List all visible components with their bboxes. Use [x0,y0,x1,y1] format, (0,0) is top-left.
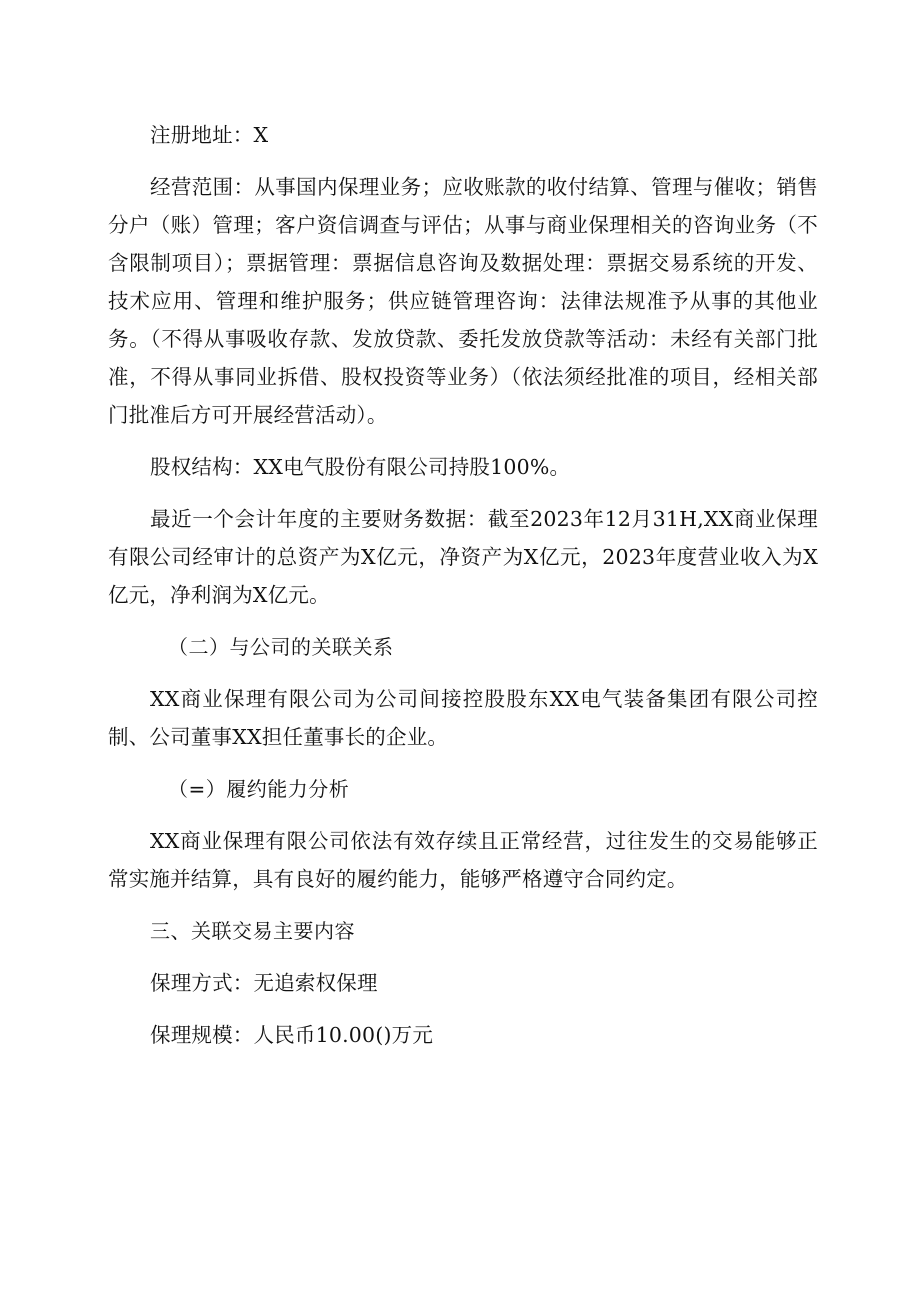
equity-structure: 股权结构：XX电气股份有限公司持股100%。 [150,455,571,479]
business-scope: 经营范围：从事国内保理业务；应收账款的收付结算、管理与催收；销售分户（账）管理；客户资信调查与评估；从事与商业保理相关的咨询业务（不含限制项目）；票据管理：票据信息咨询及数据处理：票据交易系统的开发、技术应用、管理和维护服务；供应链管理咨询：法律法规准予从事的其他业务。（不得从事吸收存款、发放贷款、委托发放贷款等活动：未经有关部门批准，不得从事同业拆借、股权投资等业务）（依法须经批准的项目，经相关部门批准后方可开展经营活动）。 [108,175,818,427]
relation-paragraph: XX商业保理有限公司为公司间接控股股东XX电气装备集团有限公司控制、公司董事XX担任董事长的企业。 [108,687,818,749]
section-relation-heading: （二）与公司的关联关系 [168,635,394,659]
capability-paragraph: XX商业保理有限公司依法有效存续且正常经营，过往发生的交易能够正常实施并结算，具有良好的履约能力，能够严格遵守合同约定。 [108,829,818,891]
financial-data: 最近一个会计年度的主要财务数据：截至2023年12月31H,XX商业保理有限公司经审计的总资产为X亿元，净资产为X亿元，2023年度营业收入为X亿元，净利润为X亿元。 [108,507,818,607]
factoring-method: 保理方式：无追索权保理 [150,971,378,995]
registered-address: 注册地址：X [150,123,269,147]
section-main-heading: 三、关联交易主要内容 [150,919,355,943]
document-body [108,116,818,1068]
factoring-scale: 保理规模：人民币10.00()万元 [150,1023,434,1047]
section-capability-heading: （=）履约能力分析 [168,777,350,801]
